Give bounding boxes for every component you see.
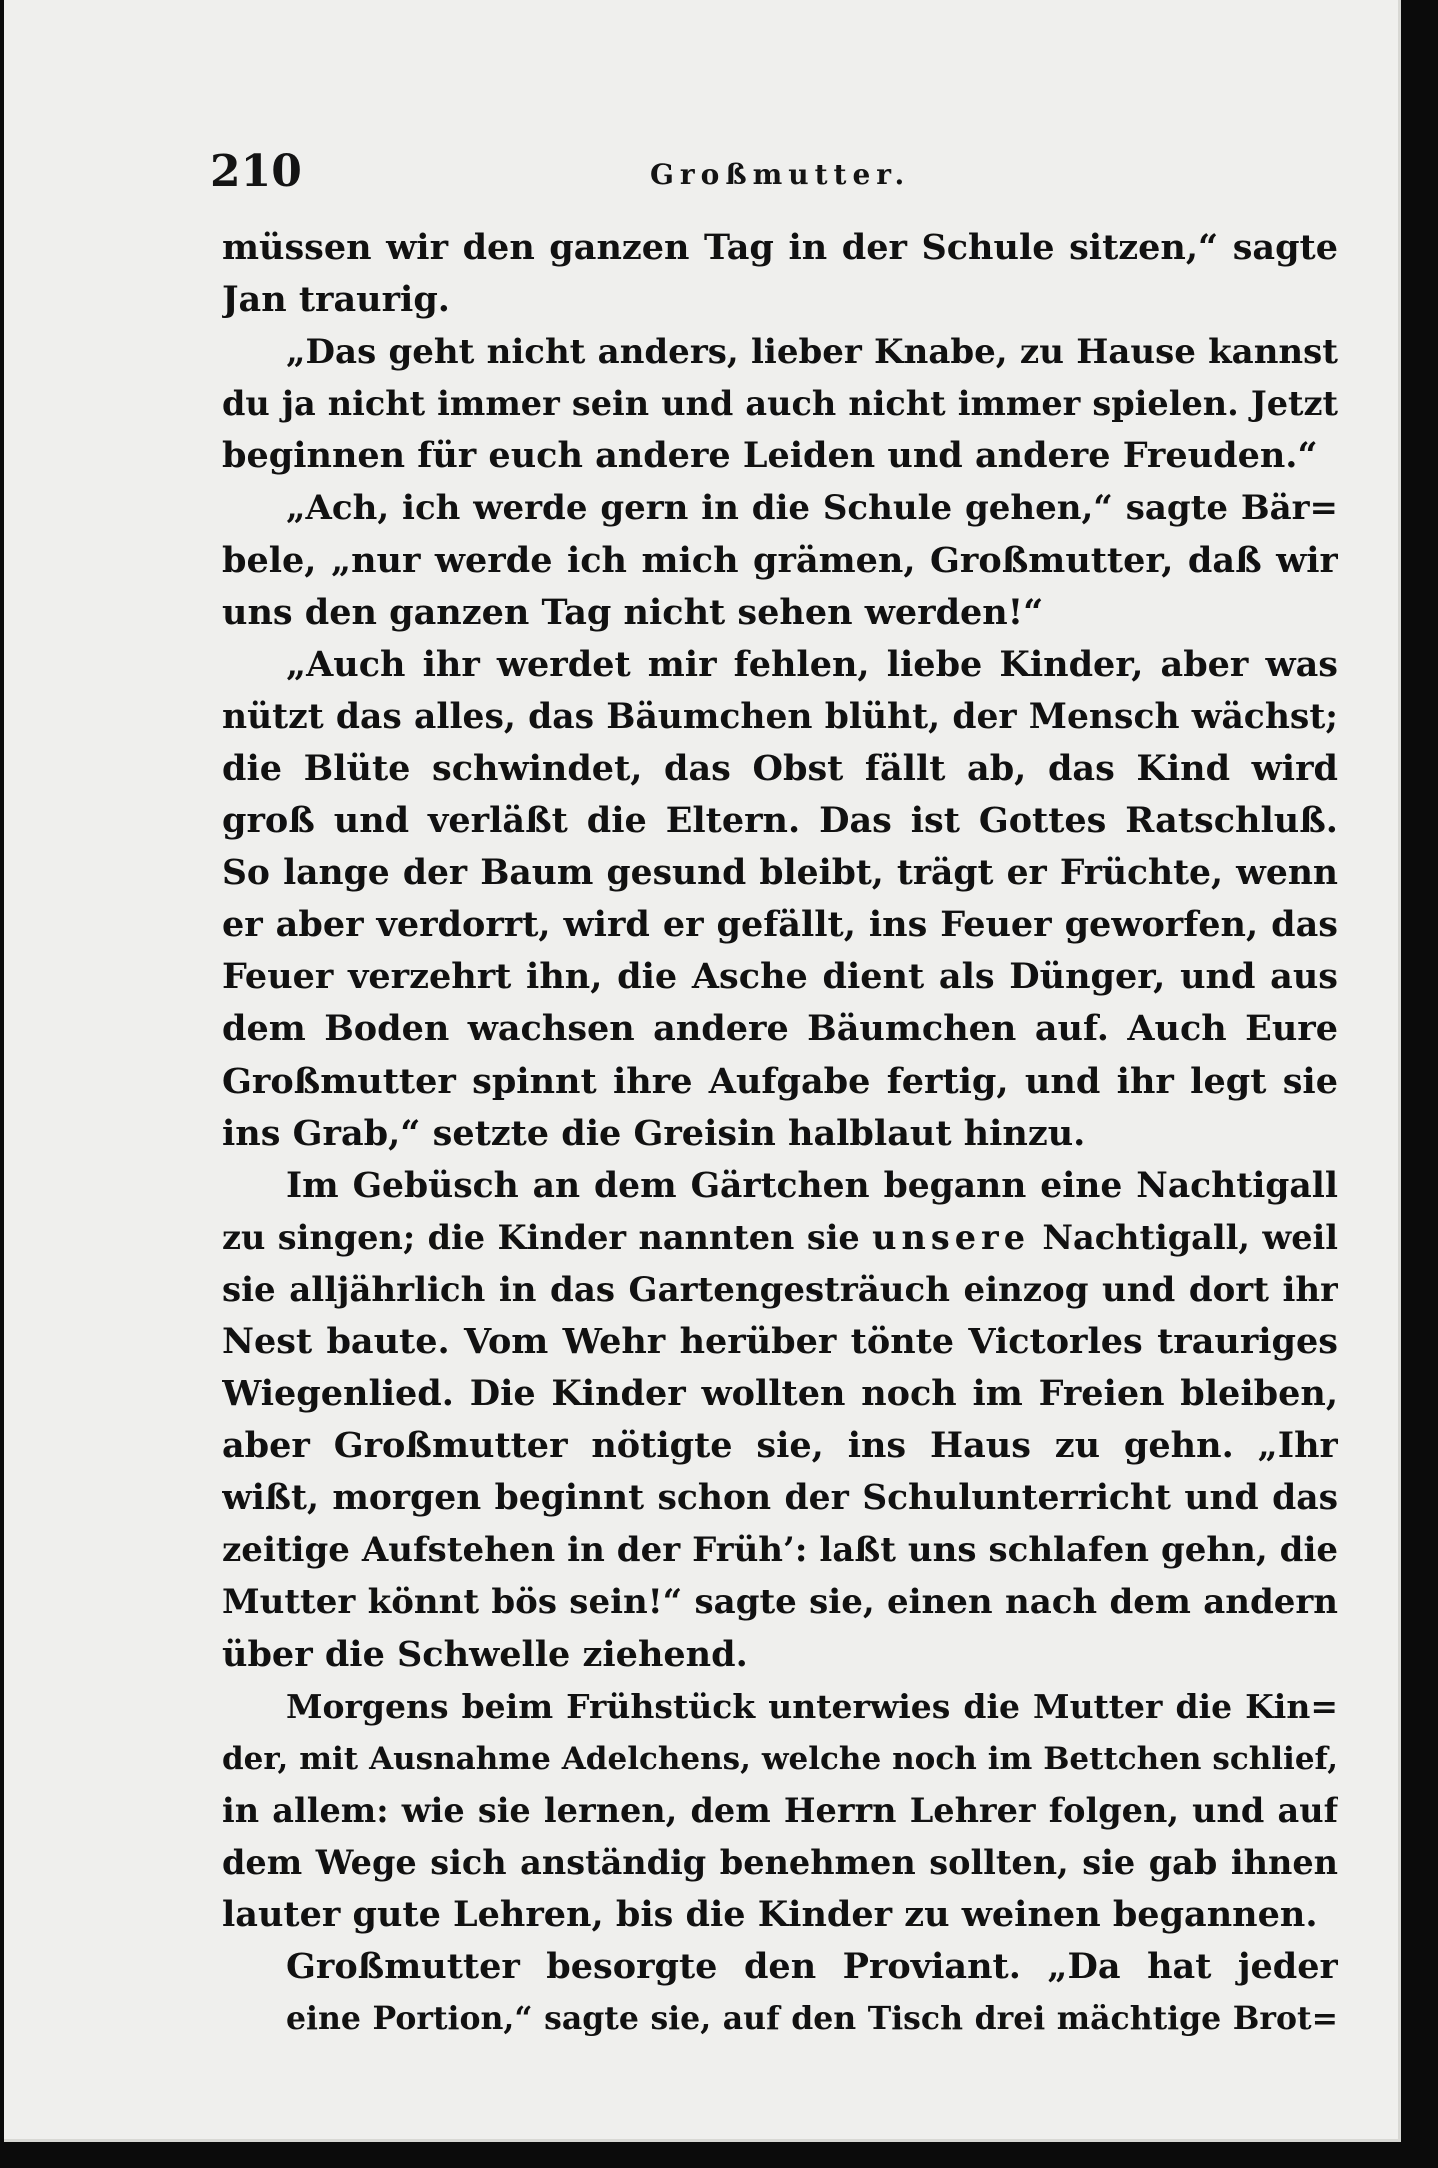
text-line: nützt das alles, das Bäumchen blüht, der Mensch wächst;: [222, 696, 1338, 737]
text-line: aber Großmutter nötigte sie, ins Haus zu gehn. „Ihr: [222, 1425, 1338, 1467]
text-line: der, mit Ausnahme Adelchens, welche noch im Bettchen schlief,: [222, 1740, 1338, 1777]
text-line: Großmutter besorgte den Proviant. „Da hat jeder: [286, 1946, 1338, 1988]
text-line: Morgens beim Frühstück unterwies die Mutter die Kin=: [286, 1686, 1338, 1726]
text-line: in allem: wie sie lernen, dem Herrn Lehrer folgen, und auf: [222, 1790, 1338, 1830]
text-line: beginnen für euch andere Leiden und andere Freuden.“: [222, 435, 1318, 477]
text-line: müssen wir den ganzen Tag in der Schule sitzen,“ sagte: [222, 227, 1338, 268]
text-line: Im Gebüsch an dem Gärtchen begann eine Nachtigall: [286, 1165, 1338, 1206]
text-line: zeitige Aufstehen in der Früh’: laßt uns schlafen gehn, die: [222, 1530, 1338, 1571]
text-segment: zu singen; die Kinder nannten sie: [222, 1217, 873, 1257]
text-line: „Auch ihr werdet mir fehlen, liebe Kinder, aber was: [286, 643, 1338, 685]
text-line: „Ach, ich werde gern in die Schule gehen,“ sagte Bär=: [286, 488, 1338, 529]
text-line: groß und verläßt die Eltern. Das ist Gottes Ratschluß.: [222, 800, 1338, 842]
text-line: [222, 1212, 1338, 1264]
text-line: Nest baute. Vom Wehr herüber tönte Victorles trauriges: [222, 1320, 1338, 1362]
text-line: lauter gute Lehren, bis die Kinder zu weinen begannen.: [222, 1894, 1318, 1935]
text-line: bele, „nur werde ich mich grämen, Großmutter, daß wir: [222, 539, 1338, 581]
text-line: So lange der Baum gesund bleibt, trägt er Früchte, wenn: [222, 853, 1338, 894]
body-text: [222, 222, 1338, 2045]
text-line: Jan traurig.: [222, 279, 450, 321]
text-line: Großmutter spinnt ihre Aufgabe fertig, und ihr legt sie: [222, 1060, 1338, 1102]
text-line: Feuer verzehrt ihn, die Asche dient als Dünger, und aus: [222, 956, 1338, 998]
book-page: [4, 0, 1401, 2142]
text-line: dem Boden wachsen andere Bäumchen auf. Auch Eure: [222, 1008, 1338, 1050]
text-line: wißt, morgen beginnt schon der Schulunterricht und das: [222, 1478, 1338, 1519]
text-line: über die Schwelle ziehend.: [222, 1633, 748, 1675]
text-line: Mutter könnt bös sein!“ sagte sie, einen nach dem andern: [222, 1582, 1338, 1623]
text-line: uns den ganzen Tag nicht sehen werden!“: [222, 591, 1044, 633]
text-line: eine Portion,“ sagte sie, auf den Tisch drei mächtige Brot=: [286, 2000, 1338, 2038]
running-title: Großmutter.: [650, 158, 911, 191]
text-line: er aber verdorrt, wird er gefällt, ins Feuer geworfen, das: [222, 904, 1338, 946]
text-segment: Nachtigall, weil: [1030, 1217, 1338, 1257]
text-line: du ja nicht immer sein und auch nicht immer spielen. Jetzt: [222, 384, 1338, 424]
emphasized-word: unsere: [872, 1217, 1031, 1257]
page-header: [210, 142, 1340, 202]
text-line: Wiegenlied. Die Kinder wollten noch im Freien bleiben,: [222, 1373, 1338, 1415]
text-line: sie alljährlich in das Gartengesträuch einzog und dort ihr: [222, 1269, 1338, 1310]
page-number: 210: [210, 146, 302, 197]
text-line: dem Wege sich anständig benehmen sollten, sie gab ihnen: [222, 1842, 1338, 1882]
text-line: die Blüte schwindet, das Obst fällt ab, das Kind wird: [222, 747, 1338, 789]
text-line: ins Grab,“ setzte die Greisin halblaut hinzu.: [222, 1112, 1086, 1154]
text-line: „Das geht nicht anders, lieber Knabe, zu Hause kannst: [286, 332, 1338, 373]
